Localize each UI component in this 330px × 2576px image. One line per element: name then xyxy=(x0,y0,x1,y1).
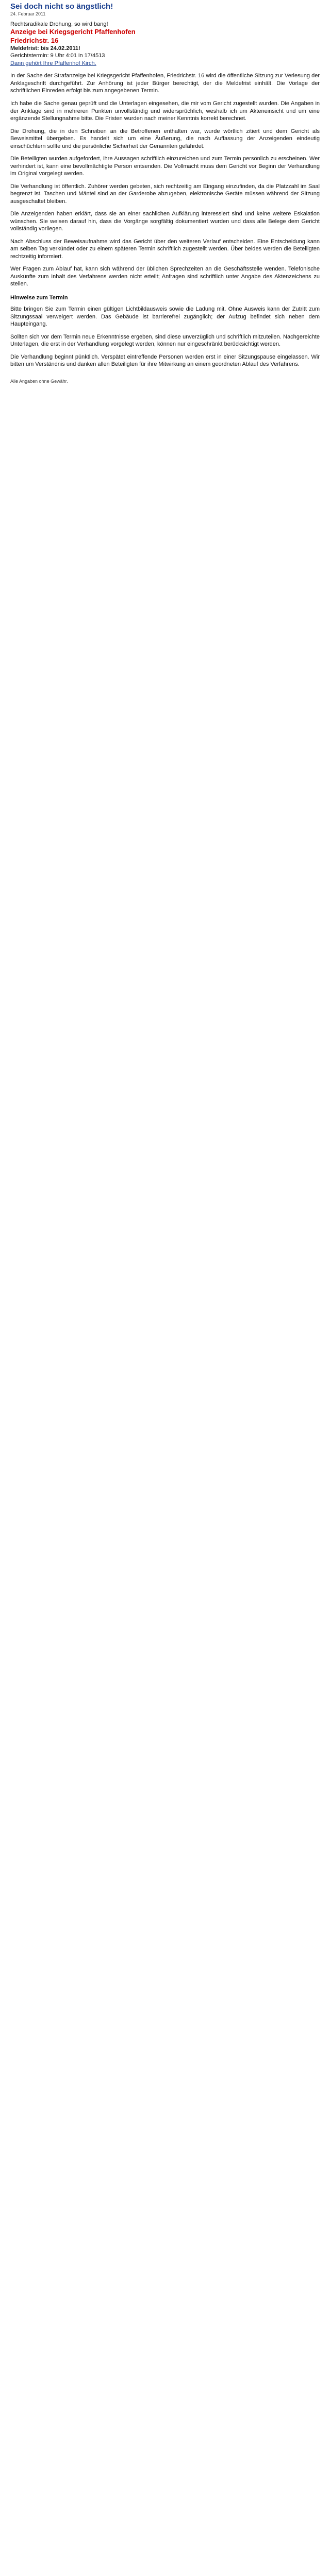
body-paragraph: In der Sache der Strafanzeige bei Kriegsgericht Pfaffenhofen, Friedrichstr. 16 wird die öffentliche Sitzung zur Verlesung der Anklageschrift durchgeführt. Zur Anhörung ist jeder Bürger berechtigt, der die Meldefrist einhält. Die Vorlage der schriftlichen Einreden erfolgt bis zum angegebenen Termin. xyxy=(10,73,320,94)
body-paragraph: Die Verhandlung beginnt pünktlich. Verspätet eintreffende Personen werden erst in einer Sitzungspause eingelassen. Wir bitten um Verständnis und danken allen Beteiligten für ihre Mitwirkung an einem geordneten Ablauf des Verfahrens. xyxy=(10,353,320,368)
article-headline-line1: Anzeige bei Kriegsgericht Pfaffenhofen xyxy=(10,28,136,36)
article-kicker: Rechtsradikale Drohung, so wird bang! xyxy=(10,21,108,27)
body-paragraph: Die Verhandlung ist öffentlich. Zuhörer werden gebeten, sich rechtzeitig am Eingang einzufinden, da die Platzzahl im Saal begrenzt ist. Taschen und Mäntel sind an der Garderobe abzugeben, elektronische Geräte müssen während der Sitzung ausgeschaltet bleiben. xyxy=(10,183,320,205)
article-footer: Alle Angaben ohne Gewähr. xyxy=(10,378,68,384)
post-date: 24. Februar 2011 xyxy=(10,11,46,16)
body-paragraph: Bitte bringen Sie zum Termin einen gültigen Lichtbildausweis sowie die Ladung mit. Ohne Ausweis kann der Zutritt zum Sitzungssaal verweigert werden. Das Gebäude ist barrierefrei zugänglich; der Aufzug befindet sich neben dem Haupteingang. xyxy=(10,306,320,328)
article-meta-date xyxy=(10,45,320,53)
article-link-line xyxy=(10,60,320,67)
body-paragraph: Die Beteiligten wurden aufgefordert, ihre Aussagen schriftlich einzureichen und zum Termin persönlich zu erscheinen. Wer verhindert ist, kann eine bevollmächtigte Person entsenden. Die Vollmacht muss dem Gericht vor Beginn der Verhandlung im Original vorgelegt werden. xyxy=(10,156,320,177)
body-paragraph: Wer Fragen zum Ablauf hat, kann sich während der üblichen Sprechzeiten an die Geschäftsstelle wenden. Telefonische Auskünfte zum Inhalt des Verfahrens werden nicht erteilt; Anfragen sind schriftlich unter Angabe des Aktenzeichens zu stellen. xyxy=(10,266,320,287)
body-paragraph: Die Drohung, die in den Schreiben an die Betroffenen enthalten war, wurde wörtlich zitiert und dem Gericht als Beweismittel übergeben. Es handelt sich um eine Äußerung, die nach Auffassung der Anzeigenden eindeutig einschüchtern sollte und die persönliche Sicherheit der Genannten gefährdet. xyxy=(10,128,320,149)
article-meta-time: Gerichtstermin: 9 Uhr 4:01 in 17/4513 xyxy=(10,53,105,59)
body-paragraph: Nach Abschluss der Beweisaufnahme wird das Gericht über den weiteren Verlauf entscheiden. Eine Entscheidung kann am selben Tag verkündet oder zu einem späteren Termin schriftlich zugestellt werden. Über beides werden die Beteiligten rechtzeitig informiert. xyxy=(10,238,320,260)
article-headline-line2: Friedrichstr. 16 xyxy=(10,36,59,44)
site-title[interactable]: Sei doch nicht so ängstlich! xyxy=(10,2,113,11)
article-link[interactable]: Dann gehört Ihre Pfaffenhof Kirch. xyxy=(10,60,96,66)
meta-date-text: Meldefrist: bis 24.02.2011! xyxy=(10,45,80,52)
body-paragraph: Sollten sich vor dem Termin neue Erkenntnisse ergeben, sind diese unverzüglich und schriftlich mitzuteilen. Nachgereichte Unterlagen, die erst in der Verhandlung vorgelegt werden, können nur eingeschränkt berücksichtigt werden. xyxy=(10,333,320,348)
body-paragraph: Die Anzeigenden haben erklärt, dass sie an einer sachlichen Aufklärung interessiert sind und keine weitere Eskalation wünschen. Sie weisen darauf hin, dass die Vorgänge sorgfältig dokumentiert wurden und dass alle Belege dem Gericht vollständig vorliegen. xyxy=(10,211,320,232)
page xyxy=(0,0,330,395)
section-subheading: Hinweise zum Termin xyxy=(10,294,68,301)
body-paragraph: Ich habe die Sache genau geprüft und die Unterlagen eingesehen, die mir vom Gericht zugestellt wurden. Die Angaben in der Anklage sind in mehreren Punkten unvollständig und widersprüchlich, weshalb ich um Akteneinsicht und um eine ergänzende Stellungnahme bitte. Die Fristen wurden nach meiner Kenntnis korrekt berechnet. xyxy=(10,100,320,122)
article-body xyxy=(10,72,320,368)
